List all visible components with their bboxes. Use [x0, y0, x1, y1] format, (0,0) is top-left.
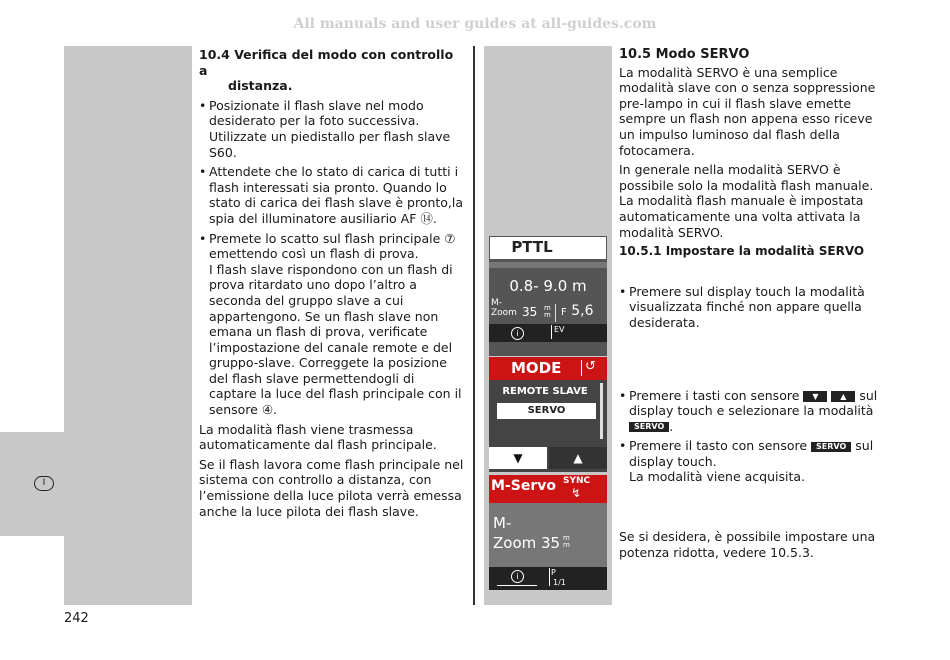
- menu-option-servo[interactable]: SERVO: [497, 403, 596, 419]
- flash-bolt-icon: ↯: [571, 486, 582, 500]
- zoom-label-line: M-: [491, 298, 503, 308]
- list-item: [619, 438, 885, 485]
- subsection-heading: 10.5.1 Impostare la modalità SERVO: [619, 244, 865, 259]
- down-arrow-icon: ▼: [803, 391, 827, 402]
- list-item-text: Premere il tasto con sensore: [629, 438, 808, 454]
- zoom-unit: [544, 305, 551, 319]
- down-arrow-icon[interactable]: ▼: [489, 447, 547, 469]
- page-number: 242: [64, 611, 89, 626]
- header-divider: [581, 360, 582, 376]
- info-icon[interactable]: i: [511, 570, 524, 583]
- list-item-text: Premete lo scatto sul flash principale ⑦ emettendo così un flash di prova.: [209, 230, 456, 262]
- unit-m: m: [563, 534, 570, 542]
- sync-label: SYNC: [563, 476, 591, 486]
- zoom-unit: [563, 535, 570, 549]
- list-item: • Premere sul display touch la modalità visualizzata finché non appare quella desiderata.: [619, 284, 885, 331]
- paragraph: La modalità flash viene trasmessa automaticamente dal flash principale.: [199, 421, 437, 453]
- menu-title: MODE: [511, 359, 562, 377]
- readout-divider: [555, 304, 556, 322]
- section-heading-10-5: 10.5 Modo SERVO: [619, 47, 750, 62]
- mode-label[interactable]: PTTL: [493, 237, 571, 257]
- list-item: • Attendete che lo stato di carica di tutti i flash interessati sia pronto. Quando lo stato di carica dei flash slave è pronto,la spia del illuminatore ausiliario AF ⑭.: [199, 164, 465, 226]
- f-label: F: [561, 307, 567, 318]
- column-divider: [473, 46, 475, 605]
- menu-option-remote-slave[interactable]: REMOTE SLAVE: [502, 386, 588, 397]
- footer-underline: [497, 585, 537, 586]
- heading-line-2: distanza.: [228, 78, 293, 94]
- display-screen-pttl: [489, 236, 607, 356]
- range-readout: 0.8- 9.0 m: [509, 277, 587, 295]
- heading-line-1: 10.4 Verifica del modo con controllo a: [199, 47, 454, 78]
- up-arrow-icon[interactable]: ▲: [549, 447, 607, 469]
- paragraph: La modalità SERVO è una semplice modalità slave con o senza soppressione pre-lampo in cui il flash slave emette sempre un flash non appena esso riceve un impulso luminoso dal flash della fotocamera.: [619, 64, 876, 158]
- zoom-label-line: Zoom: [491, 308, 517, 318]
- left-column: [199, 47, 465, 523]
- list-item-text: sul display touch.: [629, 438, 874, 469]
- footer-divider: [549, 568, 550, 586]
- display-screen-m-servo: [489, 475, 607, 590]
- list-item: • Premere i tasti con sensore ▼ ▲ sul display touch e selezionare la modalità SERVO .: [619, 388, 885, 435]
- power-label: P: [551, 568, 556, 577]
- f-value: 5,6: [571, 303, 594, 319]
- zoom-value: 35: [522, 305, 538, 319]
- display-screen-mode-menu: [489, 357, 607, 472]
- info-icon[interactable]: i: [511, 327, 524, 340]
- watermark: All manuals and user guides at all-guides.com: [293, 16, 657, 32]
- paragraph: Se si desidera, è possibile impostare una potenza ridotta, vedere 10.5.3.: [619, 529, 876, 560]
- list-item: • Posizionate il flash slave nel modo desiderato per la foto successiva. Utilizzate un piedistallo per flash slave S60.: [199, 98, 465, 160]
- screen-footer: [489, 324, 607, 342]
- list-item-text: I flash slave rispondono con un flash di prova ritardato uno dopo l’altro a seconda del gruppo slave a cui appartengono. Se un flash slave non emana un flash di prova, verificate l’impostazione del canale remote e del gruppo-slave. Correggete la posizione del flash slave permettendogli di captare la luce del flash principale con il sensore ④.: [209, 261, 462, 418]
- footer-divider: [551, 325, 552, 339]
- zoom-label: [491, 298, 517, 318]
- ev-label: EV: [554, 325, 565, 334]
- list-item: [199, 231, 465, 418]
- zoom-readout: Zoom 35: [493, 534, 561, 552]
- up-arrow-icon: ▲: [831, 391, 855, 402]
- left-gray-band: [64, 46, 192, 605]
- screen-separator: [489, 262, 607, 268]
- scrollbar[interactable]: [600, 383, 603, 439]
- language-badge: I: [34, 476, 54, 491]
- servo-badge: SERVO: [629, 422, 669, 432]
- mode-title[interactable]: M-Servo: [491, 478, 556, 494]
- chapter-tab: [0, 432, 64, 536]
- right-column: [619, 47, 885, 564]
- paragraph: Se il flash lavora come flash principale nel sistema con controllo a distanza, con l’emissione della luce pilota verrà emessa anche la luce pilota dei flash slave.: [199, 456, 464, 519]
- back-icon[interactable]: ↺: [585, 359, 596, 374]
- unit-m: m: [544, 304, 551, 312]
- servo-badge: SERVO: [811, 442, 851, 452]
- unit-m: m: [563, 541, 570, 549]
- section-heading-10-4: [199, 47, 465, 94]
- paragraph: In generale nella modalità SERVO è possibile solo la modalità flash manuale. La modalità flash manuale è impostata automaticamente una volta attivata la modalità SERVO.: [619, 162, 874, 240]
- screen-footer: [489, 567, 607, 590]
- unit-m: m: [544, 311, 551, 319]
- power-ratio: 1/1: [553, 578, 566, 587]
- list-item-text: sul display touch e selezionare la modalità: [629, 387, 878, 419]
- list-item-text: Premere i tasti con sensore: [629, 387, 800, 403]
- zoom-label: M-: [493, 514, 512, 532]
- list-item-text: La modalità viene acquisita.: [629, 469, 806, 485]
- aperture-readout: [561, 303, 593, 319]
